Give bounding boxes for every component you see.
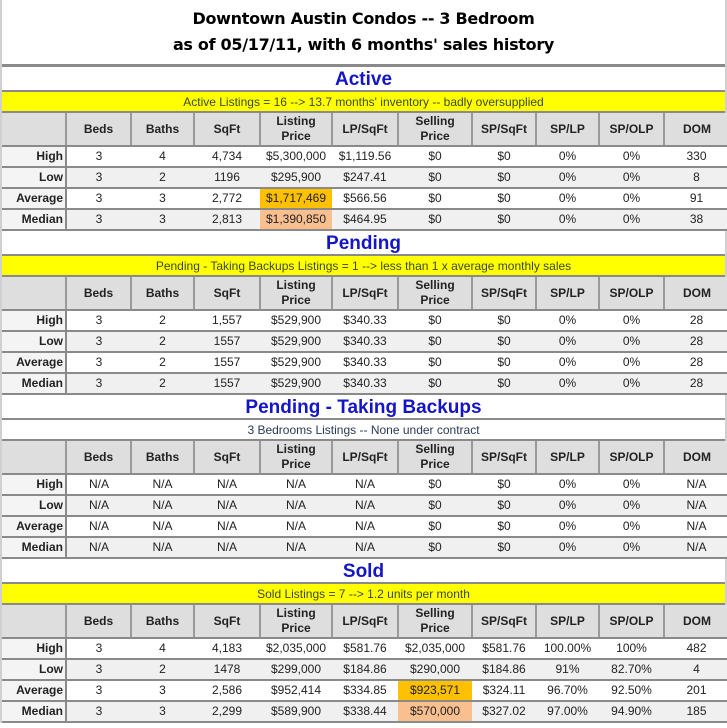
table-cell: 2: [131, 373, 194, 394]
stats-table: [2, 441, 727, 559]
stats-table: [2, 605, 727, 723]
column-header: Baths: [131, 277, 194, 310]
table-cell: N/A: [664, 474, 727, 495]
table-cell: 0%: [599, 516, 664, 537]
table-cell: N/A: [332, 495, 398, 516]
table-cell: 92.50%: [599, 680, 664, 701]
header-row: [2, 277, 727, 310]
table-cell: 3: [66, 373, 131, 394]
table-cell: 0%: [536, 188, 599, 209]
table-row: [2, 474, 727, 495]
table-cell: 482: [664, 638, 727, 659]
table-cell: $566.56: [332, 188, 398, 209]
table-cell: $0: [398, 352, 472, 373]
table-cell: $0: [472, 373, 536, 394]
column-header: Baths: [131, 441, 194, 474]
column-header: SqFt: [194, 277, 260, 310]
table-cell: 0%: [599, 537, 664, 558]
column-header: Beds: [66, 605, 131, 638]
column-header: Listing Price: [260, 441, 332, 474]
table-cell: $2,035,000: [260, 638, 332, 659]
row-label: Low: [2, 659, 66, 680]
table-cell: 1196: [194, 167, 260, 188]
table-cell: $464.95: [332, 209, 398, 230]
table-cell: $0: [472, 331, 536, 352]
table-cell: 91: [664, 188, 727, 209]
row-label: High: [2, 638, 66, 659]
table-cell: $324.11: [472, 680, 536, 701]
column-header: SP/OLP: [599, 277, 664, 310]
section-title: Pending - Taking Backups: [2, 395, 725, 420]
table-cell: N/A: [260, 495, 332, 516]
table-cell: 2: [131, 310, 194, 331]
table-cell: $290,000: [398, 659, 472, 680]
table-cell: 0%: [536, 331, 599, 352]
table-row: [2, 146, 727, 167]
table-cell: N/A: [664, 495, 727, 516]
table-cell: $0: [472, 146, 536, 167]
table-cell: 94.90%: [599, 701, 664, 722]
table-cell: $0: [472, 352, 536, 373]
column-header: Beds: [66, 441, 131, 474]
table-cell: $247.41: [332, 167, 398, 188]
table-cell: $184.86: [472, 659, 536, 680]
column-header: LP/SqFt: [332, 113, 398, 146]
table-cell: 4: [664, 659, 727, 680]
column-header: SP/OLP: [599, 113, 664, 146]
table-cell: $327.02: [472, 701, 536, 722]
table-cell: 0%: [599, 373, 664, 394]
table-cell: $340.33: [332, 352, 398, 373]
section-banner: Sold Listings = 7 --> 1.2 units per month: [2, 584, 725, 605]
table-cell: $0: [398, 167, 472, 188]
table-cell: 3: [66, 331, 131, 352]
table-cell: $0: [472, 310, 536, 331]
table-cell: 28: [664, 331, 727, 352]
table-cell: 3: [66, 659, 131, 680]
table-cell: N/A: [131, 495, 194, 516]
table-cell: 4: [131, 638, 194, 659]
table-cell: 1,557: [194, 310, 260, 331]
table-cell: $952,414: [260, 680, 332, 701]
table-cell: 96.70%: [536, 680, 599, 701]
table-cell: 0%: [599, 146, 664, 167]
section-pending-taking-backups: [2, 395, 725, 559]
table-cell: $529,900: [260, 373, 332, 394]
table-row: [2, 495, 727, 516]
table-row: [2, 516, 727, 537]
table-cell: N/A: [194, 495, 260, 516]
table-cell: $340.33: [332, 310, 398, 331]
section-banner: Pending - Taking Backups Listings = 1 --> less than 1 x average monthly sales: [2, 256, 725, 277]
table-cell: 2,299: [194, 701, 260, 722]
table-row: [2, 638, 727, 659]
table-cell: 28: [664, 373, 727, 394]
row-label: Low: [2, 331, 66, 352]
table-cell: 0%: [599, 495, 664, 516]
table-cell: $0: [398, 474, 472, 495]
column-header: Selling Price: [398, 605, 472, 638]
table-cell: N/A: [66, 495, 131, 516]
table-cell: N/A: [66, 474, 131, 495]
table-cell: N/A: [332, 537, 398, 558]
column-header: Beds: [66, 113, 131, 146]
table-cell: 201: [664, 680, 727, 701]
table-cell: 8: [664, 167, 727, 188]
table-cell: 3: [131, 701, 194, 722]
table-cell: N/A: [131, 474, 194, 495]
row-label: Low: [2, 167, 66, 188]
column-header: DOM: [664, 277, 727, 310]
table-cell: 3: [66, 209, 131, 230]
table-cell: $0: [398, 310, 472, 331]
table-cell: 100.00%: [536, 638, 599, 659]
table-cell: N/A: [664, 537, 727, 558]
table-cell: $0: [472, 516, 536, 537]
table-cell: $581.76: [332, 638, 398, 659]
table-cell: N/A: [332, 474, 398, 495]
column-header: Selling Price: [398, 113, 472, 146]
table-cell: $581.76: [472, 638, 536, 659]
table-cell: 1478: [194, 659, 260, 680]
table-cell: 0%: [599, 188, 664, 209]
row-label: Average: [2, 680, 66, 701]
table-row: [2, 680, 727, 701]
table-cell: $0: [472, 167, 536, 188]
column-header: SqFt: [194, 441, 260, 474]
table-cell: $0: [472, 209, 536, 230]
row-label: Low: [2, 495, 66, 516]
table-cell: 0%: [599, 331, 664, 352]
column-header: Baths: [131, 113, 194, 146]
table-cell: 0%: [599, 167, 664, 188]
table-cell: $1,390,850: [260, 209, 332, 230]
table-cell: N/A: [66, 516, 131, 537]
section-banner: 3 Bedrooms Listings -- None under contract: [2, 420, 725, 441]
table-cell: 2: [131, 352, 194, 373]
table-cell: N/A: [664, 516, 727, 537]
table-cell: 100%: [599, 638, 664, 659]
table-row: [2, 659, 727, 680]
table-cell: 3: [66, 701, 131, 722]
column-header: SP/SqFt: [472, 605, 536, 638]
table-cell: 3: [66, 638, 131, 659]
table-cell: 2,813: [194, 209, 260, 230]
column-header: Selling Price: [398, 277, 472, 310]
table-cell: $0: [472, 188, 536, 209]
row-label: Median: [2, 373, 66, 394]
table-cell: 2: [131, 659, 194, 680]
table-cell: N/A: [131, 537, 194, 558]
table-cell: N/A: [194, 516, 260, 537]
table-cell: 185: [664, 701, 727, 722]
table-cell: 28: [664, 310, 727, 331]
table-cell: 0%: [536, 474, 599, 495]
table-cell: 91%: [536, 659, 599, 680]
row-label: High: [2, 146, 66, 167]
table-cell: 0%: [536, 146, 599, 167]
table-row: [2, 701, 727, 722]
table-cell: 28: [664, 352, 727, 373]
table-cell: $0: [398, 516, 472, 537]
table-cell: $184.86: [332, 659, 398, 680]
column-header: SP/LP: [536, 277, 599, 310]
table-cell: $1,717,469: [260, 188, 332, 209]
column-header: SP/SqFt: [472, 113, 536, 146]
table-cell: N/A: [194, 474, 260, 495]
column-header: LP/SqFt: [332, 277, 398, 310]
table-cell: 0%: [536, 209, 599, 230]
table-cell: $0: [398, 495, 472, 516]
column-header: SP/OLP: [599, 605, 664, 638]
section-sold: [2, 559, 725, 723]
table-cell: 0%: [536, 516, 599, 537]
column-header: DOM: [664, 605, 727, 638]
column-header: [2, 441, 66, 474]
column-header: LP/SqFt: [332, 441, 398, 474]
table-cell: $0: [398, 146, 472, 167]
table-cell: 1557: [194, 373, 260, 394]
table-cell: 0%: [536, 352, 599, 373]
table-cell: 82.70%: [599, 659, 664, 680]
table-cell: 2: [131, 167, 194, 188]
table-cell: $0: [472, 474, 536, 495]
table-row: [2, 373, 727, 394]
table-cell: 330: [664, 146, 727, 167]
table-cell: 0%: [599, 474, 664, 495]
header-row: [2, 113, 727, 146]
report-title: [2, 0, 725, 67]
section-banner: Active Listings = 16 --> 13.7 months' inventory -- badly oversupplied: [2, 92, 725, 113]
table-cell: N/A: [260, 537, 332, 558]
table-cell: $529,900: [260, 331, 332, 352]
column-header: SP/LP: [536, 441, 599, 474]
stats-table: [2, 277, 727, 395]
table-cell: $923,571: [398, 680, 472, 701]
table-cell: $0: [398, 373, 472, 394]
table-row: [2, 352, 727, 373]
table-cell: 0%: [536, 495, 599, 516]
table-cell: $0: [472, 495, 536, 516]
header-row: [2, 605, 727, 638]
table-cell: 4,734: [194, 146, 260, 167]
table-cell: N/A: [66, 537, 131, 558]
row-label: Average: [2, 516, 66, 537]
table-cell: 0%: [536, 167, 599, 188]
table-cell: 2,772: [194, 188, 260, 209]
table-cell: 4,183: [194, 638, 260, 659]
header-row: [2, 441, 727, 474]
table-cell: N/A: [260, 516, 332, 537]
table-cell: $340.33: [332, 373, 398, 394]
table-cell: $5,300,000: [260, 146, 332, 167]
table-cell: $338.44: [332, 701, 398, 722]
table-cell: 2: [131, 331, 194, 352]
table-cell: $295,900: [260, 167, 332, 188]
table-cell: $529,900: [260, 310, 332, 331]
table-row: [2, 331, 727, 352]
table-cell: $529,900: [260, 352, 332, 373]
column-header: SP/LP: [536, 605, 599, 638]
title-line-2: as of 05/17/11, with 6 months' sales history: [172, 35, 555, 54]
column-header: SP/OLP: [599, 441, 664, 474]
table-cell: 3: [66, 352, 131, 373]
table-cell: 3: [131, 680, 194, 701]
table-cell: $0: [398, 188, 472, 209]
row-label: High: [2, 474, 66, 495]
table-cell: $1,119.56: [332, 146, 398, 167]
table-cell: 97.00%: [536, 701, 599, 722]
table-cell: 0%: [536, 537, 599, 558]
table-row: [2, 188, 727, 209]
table-cell: 3: [66, 680, 131, 701]
table-cell: $0: [472, 537, 536, 558]
table-row: [2, 167, 727, 188]
section-title: Sold: [2, 559, 725, 584]
row-label: Average: [2, 352, 66, 373]
table-cell: 0%: [599, 209, 664, 230]
table-cell: $0: [398, 537, 472, 558]
table-cell: $299,000: [260, 659, 332, 680]
table-cell: $570,000: [398, 701, 472, 722]
column-header: Listing Price: [260, 113, 332, 146]
table-cell: $2,035,000: [398, 638, 472, 659]
table-row: [2, 537, 727, 558]
column-header: SqFt: [194, 605, 260, 638]
row-label: High: [2, 310, 66, 331]
column-header: Listing Price: [260, 277, 332, 310]
title-line-1: Downtown Austin Condos -- 3 Bedroom: [192, 9, 535, 28]
column-header: Beds: [66, 277, 131, 310]
column-header: [2, 113, 66, 146]
table-cell: 3: [66, 310, 131, 331]
row-label: Median: [2, 537, 66, 558]
table-cell: $0: [398, 209, 472, 230]
table-cell: N/A: [332, 516, 398, 537]
table-cell: $334.85: [332, 680, 398, 701]
table-cell: $0: [398, 331, 472, 352]
table-cell: 3: [66, 188, 131, 209]
table-cell: 0%: [599, 352, 664, 373]
column-header: SqFt: [194, 113, 260, 146]
table-cell: $340.33: [332, 331, 398, 352]
table-cell: 3: [131, 188, 194, 209]
column-header: [2, 277, 66, 310]
table-cell: 0%: [536, 373, 599, 394]
table-cell: N/A: [260, 474, 332, 495]
table-cell: 4: [131, 146, 194, 167]
table-cell: 3: [66, 167, 131, 188]
table-cell: 1557: [194, 331, 260, 352]
column-header: SP/LP: [536, 113, 599, 146]
row-label: Median: [2, 209, 66, 230]
column-header: Listing Price: [260, 605, 332, 638]
column-header: Baths: [131, 605, 194, 638]
column-header: LP/SqFt: [332, 605, 398, 638]
row-label: Median: [2, 701, 66, 722]
stats-table: [2, 113, 727, 231]
section-title: Pending: [2, 231, 725, 256]
table-cell: 0%: [599, 310, 664, 331]
table-cell: 3: [66, 146, 131, 167]
column-header: SP/SqFt: [472, 277, 536, 310]
table-cell: N/A: [194, 537, 260, 558]
sections-container: [2, 67, 725, 723]
table-cell: N/A: [131, 516, 194, 537]
section-title: Active: [2, 67, 725, 92]
column-header: DOM: [664, 441, 727, 474]
table-cell: 3: [131, 209, 194, 230]
column-header: SP/SqFt: [472, 441, 536, 474]
column-header: Selling Price: [398, 441, 472, 474]
table-cell: $589,900: [260, 701, 332, 722]
column-header: [2, 605, 66, 638]
table-cell: 38: [664, 209, 727, 230]
row-label: Average: [2, 188, 66, 209]
section-active: [2, 67, 725, 231]
section-pending: [2, 231, 725, 395]
table-cell: 2,586: [194, 680, 260, 701]
table-row: [2, 310, 727, 331]
table-row: [2, 209, 727, 230]
column-header: DOM: [664, 113, 727, 146]
table-cell: 1557: [194, 352, 260, 373]
table-cell: 0%: [536, 310, 599, 331]
